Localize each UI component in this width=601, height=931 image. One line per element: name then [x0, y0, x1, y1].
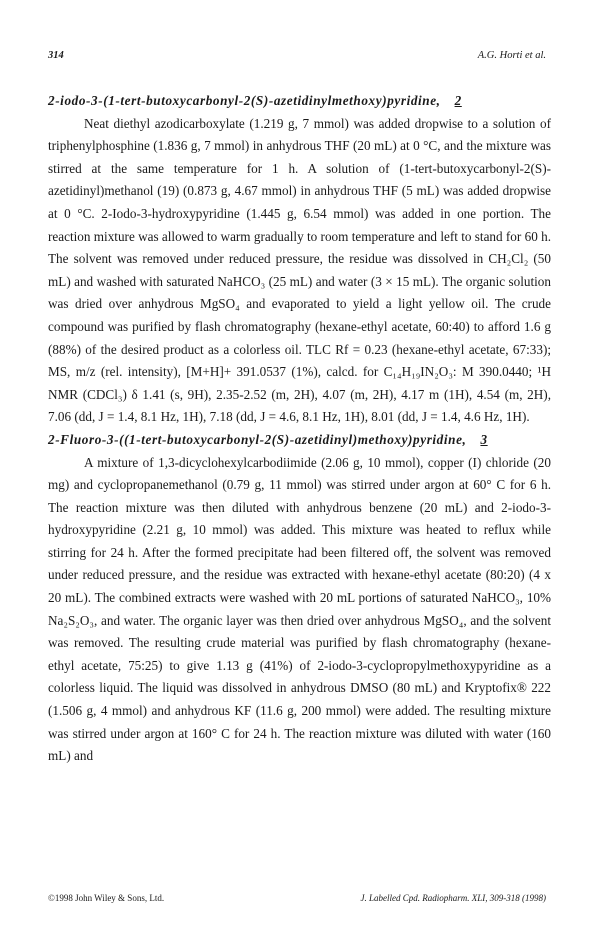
compound-number: 2	[454, 93, 462, 108]
paragraph: A mixture of 1,3-dicyclohexylcarbodiimide (2.06 g, 10 mmol), copper (I) chloride (20 mg) and cyclopropanemethanol (0.79 g, 11 mmol) was stirred under argon at 60° C for 6 h. The reaction mixture was then diluted with anhydrous benzene (20 mL) and 2-iodo-3-hydroxypyridine (2.21 g, 10 mmol) was added. This mixture was heated to reflux while stirring for 24 h. After the formed precipitate had been filtered off, the solvent was removed under reduced pressure, and the residue was extracted with hexane-ethyl acetate (80:20) (4 x 20 mL). The combined extracts were washed with 20 mL portions of saturated NaHCO₃, 10% Na₂S₂O₃, and water. The organic layer was then dried over anhydrous MgSO₄, and the solvent was removed. The resulting crude material was purified by flash chromatography (hexane-ethyl acetate, 75:25) to give 1.13 g (41%) of 2-iodo-3-cyclopropylmethoxypyridine as a colorless liquid. The liquid was dissolved in anhydrous DMSO (80 mL) and Kryptofix® 222 (1.506 g, 4 mmol) and anhydrous KF (11.6 g, 200 mmol) were added. The resulting mixture was stirred under argon at 160° C for 24 h. The reaction mixture was diluted with water (160 mL) and	[48, 454, 551, 764]
section-heading	[48, 90, 551, 113]
footer-citation: J. Labelled Cpd. Radiopharm. XLI, 309-318 (1998)	[360, 893, 546, 903]
page-number: 314	[48, 50, 64, 61]
heading-text: 2-iodo-3-(1-tert-butoxycarbonyl-2(S)-azetidinylmethoxy)pyridine,	[48, 93, 441, 108]
running-head: A.G. Horti et al.	[477, 50, 546, 61]
paragraph: Neat diethyl azodicarboxylate (1.219 g, 7 mmol) was added dropwise to a solution of triphenylphosphine (1.836 g, 7 mmol) in anhydrous THF (20 mL) at 0 °C, and the mixture was stirred at the same temperature for 1 h. A solution of (1-tert-butoxycarbonyl-2(S)-azetidinyl)methanol (19) (0.873 g, 4.67 mmol) in anhydrous THF (5 mL) was added dropwise at 0 °C. 2-Iodo-3-hydroxypyridine (1.445 g, 6.54 mmol) was added in one portion. The reaction mixture was allowed to warm gradually to room temperature and left to stand for 60 h. The solvent was removed under reduced pressure, the residue was dissolved in CH₂Cl₂ (50 mL) and washed with saturated NaHCO₃ (25 mL) and water (3 × 15 mL). The organic solution was dried over anhydrous MgSO₄ and evaporated to yield a light yellow oil. The crude compound was purified by flash chromatography (hexane-ethyl acetate, 60:40) to afford 1.6 g (88%) of the desired product as a colorless oil. TLC Rf = 0.23 (hexane-ethyl acetate, 67:33); MS, m/z (rel. intensity), [M+H]+ 391.0537 (1%), calcd. for C₁₄H₁₉IN₂O₃: M 390.0440; ¹H NMR (CDCl₃) δ 1.41 (s, 9H), 2.35-2.52 (m, 2H), 4.07 (m, 2H), 4.17 m (1H), 4.54 (m, 2H), 7.06 (dd, J = 1.4, 8.1 Hz, 1H), 7.18 (dd, J = 4.6, 8.1 Hz, 1H), 8.01 (dd, J = 1.4, 4.6 Hz, 1H).	[48, 115, 551, 425]
footer-copyright: ©1998 John Wiley & Sons, Ltd.	[48, 893, 165, 903]
body-text	[48, 90, 551, 768]
heading-text: 2-Fluoro-3-((1-tert-butoxycarbonyl-2(S)-azetidinyl)methoxy)pyridine,	[48, 431, 467, 447]
compound-number: 3	[480, 431, 488, 447]
section-heading	[48, 429, 551, 452]
